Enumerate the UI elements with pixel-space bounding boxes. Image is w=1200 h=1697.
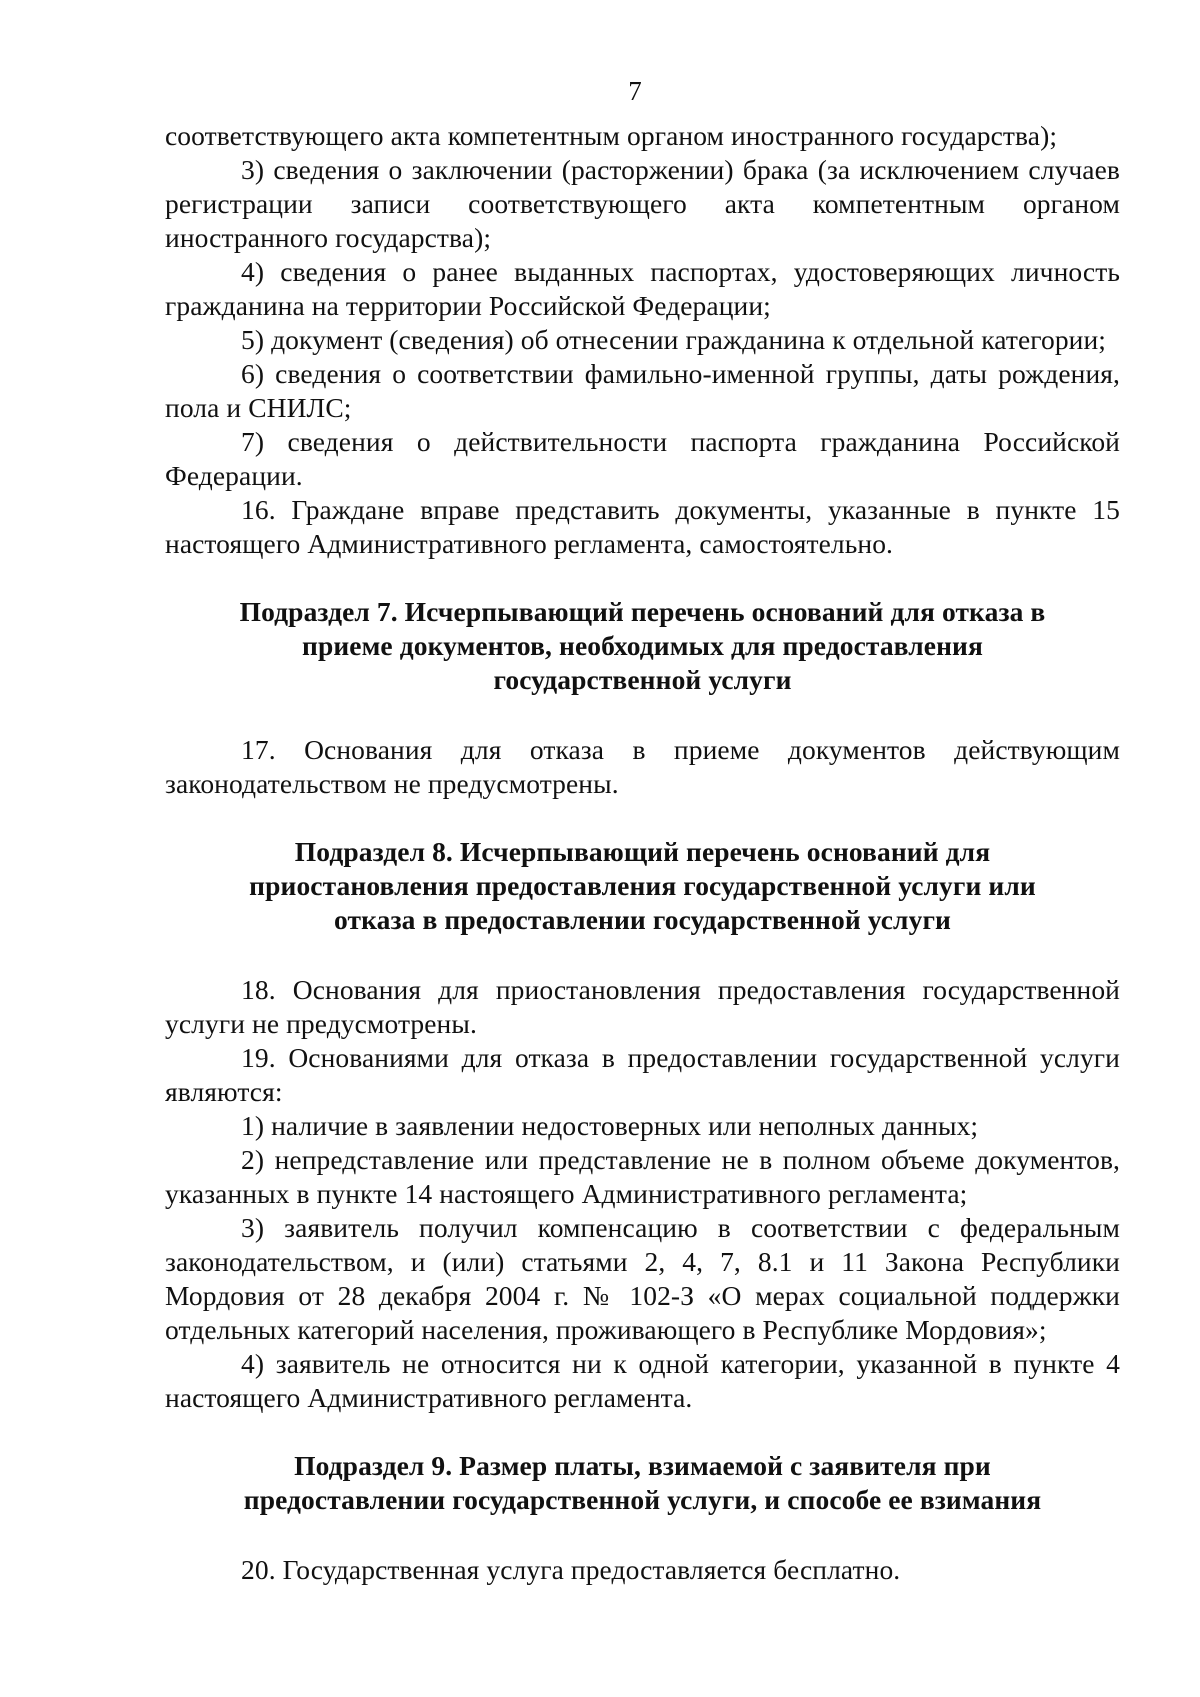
document-body [165, 119, 1120, 1587]
clause-20: 20. Государственная услуга предоставляется бесплатно. [241, 1554, 901, 1585]
paragraph-continuation: соответствующего акта компетентным органом иностранного государства); [165, 120, 1058, 151]
clause-17: 17. Основания для отказа в приеме документов действующим законодательством не предусмотрены. [165, 734, 1120, 799]
section-heading-7: Подраздел 7. Исчерпывающий перечень оснований для отказа в приеме документов, необходимых для предоставления государственной услуги [239, 596, 1046, 695]
list-item-3: 3) сведения о заключении (расторжении) брака (за исключением случаев регистрации записи соответствующего акта компетентным органом иностранного государства); [165, 154, 1120, 253]
page-number: 7 [628, 76, 642, 106]
list-item-5: 5) документ (сведения) об отнесении гражданина к отдельной категории; [241, 324, 1107, 355]
clause-19: 19. Основаниями для отказа в предоставлении государственной услуги являются: [165, 1042, 1120, 1107]
clause-18: 18. Основания для приостановления предоставления государственной услуги не предусмотрены. [165, 974, 1120, 1039]
section-heading-8: Подраздел 8. Исчерпывающий перечень оснований для приостановления предоставления государственной услуги или отказа в предоставлении государственной услуги [249, 836, 1036, 935]
clause-19-item-1: 1) наличие в заявлении недостоверных или неполных данных; [241, 1110, 979, 1141]
clause-16: 16. Граждане вправе представить документы, указанные в пункте 15 настоящего Административного регламента, самостоятельно. [165, 494, 1120, 559]
list-item-7: 7) сведения о действительности паспорта гражданина Российской Федерации. [165, 426, 1120, 491]
clause-19-item-4: 4) заявитель не относится ни к одной категории, указанной в пункте 4 настоящего Административного регламента. [165, 1348, 1120, 1413]
clause-19-item-2: 2) непредставление или представление не в полном объеме документов, указанных в пункте 14 настоящего Административного регламента; [165, 1144, 1120, 1209]
clause-19-item-3: 3) заявитель получил компенсацию в соответствии с федеральным законодательством, и (или) статьями 2, 4, 7, 8.1 и 11 Закона Республики Мордовия от 28 декабря 2004 г. № 102-З «О мерах социальной поддержки отдельных категорий населения, проживающего в Республике Мордовия»; [165, 1212, 1120, 1345]
list-item-4: 4) сведения о ранее выданных паспортах, удостоверяющих личность гражданина на территории Российской Федерации; [165, 256, 1120, 321]
section-heading-9: Подраздел 9. Размер платы, взимаемой с заявителя при предоставлении государственной услуги, и способе ее взимания [243, 1450, 1042, 1515]
list-item-6: 6) сведения о соответствии фамильно-именной группы, даты рождения, пола и СНИЛС; [165, 358, 1120, 423]
